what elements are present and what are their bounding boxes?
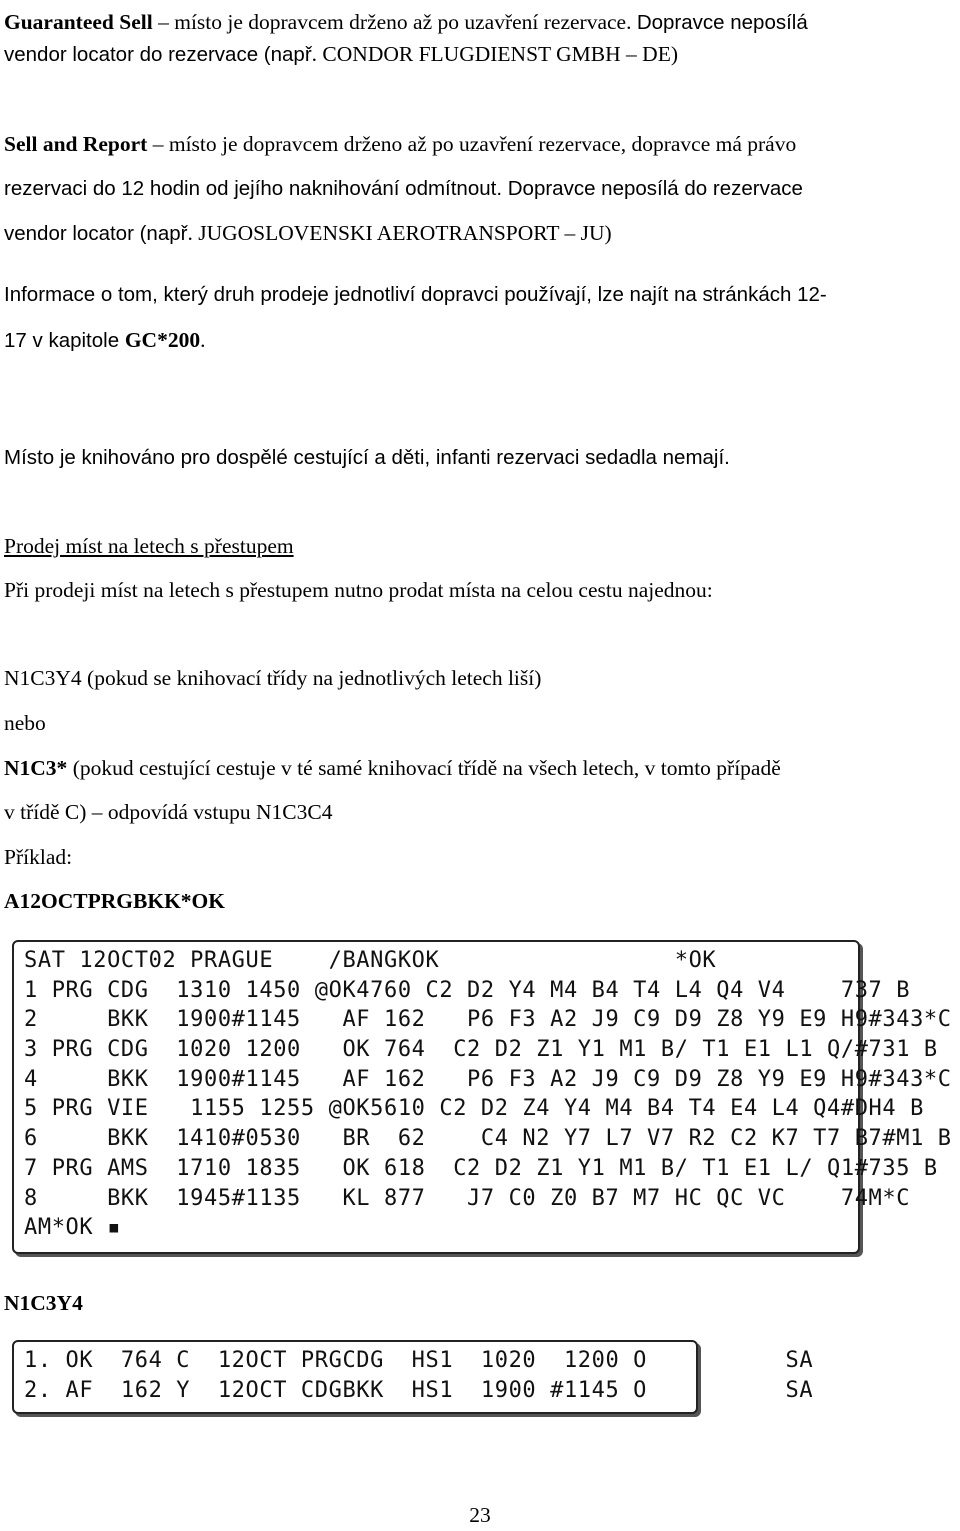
paragraph-guaranteed-sell-line1: Guaranteed Sell – místo je dopravcem drženo až po uzavření rezervace. Dopravce neposílá <box>4 10 808 34</box>
screen-line: 6 BKK 1410#0530 BR 62 C4 N2 Y7 L7 V7 R2 C2 K7 T7 B7#M1 B <box>24 1126 952 1152</box>
page-number: 23 <box>469 1503 491 1527</box>
command-n1c3y4-description: N1C3Y4 (pokud se knihovací třídy na jednotlivých letech liší) <box>4 666 542 690</box>
screen-line: 5 PRG VIE 1155 1255 @OK5610 C2 D2 Z4 Y4 M4 B4 T4 E4 L4 Q4#DH4 B <box>24 1096 924 1122</box>
screen-line: 2. AF 162 Y 12OCT CDGBKK HS1 1900 #1145 O SA <box>24 1377 814 1403</box>
example-label: Příklad: <box>4 845 73 869</box>
paragraph-sell-and-report-line3: vendor locator (např. JUGOSLOVENSKI AEROTRANSPORT – JU) <box>4 221 612 245</box>
paragraph-info-line2: 17 v kapitole GC*200. <box>4 328 206 352</box>
section-heading: Prodej míst na letech s přestupem <box>4 534 294 558</box>
screen-line: 3 PRG CDG 1020 1200 OK 764 C2 D2 Z1 Y1 M1 B/ T1 E1 L1 Q/#731 B <box>24 1037 938 1063</box>
paragraph-sell-and-report-line2: rezervaci do 12 hodin od jejího naknihování odmítnout. Dopravce neposílá do rezervace <box>4 177 803 200</box>
screen-line: SAT 12OCT02 PRAGUE /BANGKOK *OK <box>24 948 717 973</box>
command-label: N1C3Y4 <box>4 1291 83 1315</box>
text-nebo: nebo <box>4 711 46 735</box>
screen-line: AM*OK ▪ <box>24 1215 121 1241</box>
screen-line: 7 PRG AMS 1710 1835 OK 618 C2 D2 Z1 Y1 M1 B/ T1 E1 L/ Q1#735 B <box>24 1155 938 1181</box>
screen-line: 8 BKK 1945#1135 KL 877 J7 C0 Z0 B7 M7 HC QC VC 74M*C <box>24 1185 911 1211</box>
screen-line: 4 BKK 1900#1145 AF 162 P6 F3 A2 J9 C9 D9 Z8 Y9 E9 H9#343*C <box>24 1066 952 1092</box>
sell-response-screen <box>12 1340 814 1414</box>
screen-line: 2 BKK 1900#1145 AF 162 P6 F3 A2 J9 C9 D9 Z8 Y9 E9 H9#343*C <box>24 1007 952 1033</box>
paragraph-connection-sell: Při prodeji míst na letech s přestupem nutno prodat místa na celou cestu najednou: <box>4 578 713 602</box>
paragraph-seat-note: Místo je knihováno pro dospělé cestující a děti, infanti rezervaci sedadla nemají. <box>4 446 730 469</box>
command-code: N1C3Y4 <box>4 666 82 690</box>
availability-screen <box>12 940 952 1254</box>
paragraph-info-line1: Informace o tom, který druh prodeje jednotliví dopravci používají, lze najít na stránkách 12- <box>4 283 827 306</box>
example-command: A12OCTPRGBKK*OK <box>4 889 225 913</box>
screen-line: 1. OK 764 C 12OCT PRGCDG HS1 1020 1200 O SA <box>24 1348 814 1373</box>
screen-line: 1 PRG CDG 1310 1450 @OK4760 C2 D2 Y4 M4 B4 T4 L4 Q4 V4 737 B <box>24 977 911 1003</box>
command-code: N1C3* <box>4 756 68 780</box>
paragraph-sell-and-report-line1: Sell and Report – místo je dopravcem drženo až po uzavření rezervace, dopravce má právo <box>4 132 797 156</box>
command-n1c3-star-line2: v třídě C) – odpovídá vstupu N1C3C4 <box>4 800 333 824</box>
paragraph-guaranteed-sell-line2: vendor locator do rezervace (např. CONDOR FLUGDIENST GMBH – DE) <box>4 42 678 66</box>
command-n1c3-star-description: N1C3* (pokud cestující cestuje v té samé knihovací třídě na všech letech, v tomto případě <box>4 756 781 780</box>
